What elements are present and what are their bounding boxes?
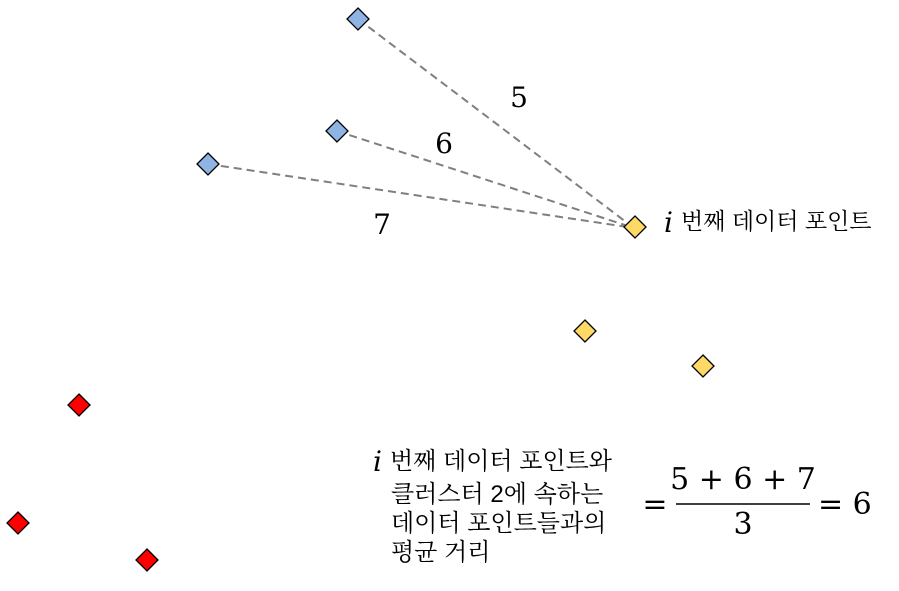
description-line-4: 평균 거리 (391, 539, 491, 566)
target-point (624, 216, 646, 238)
formula-equals-1: = (642, 487, 668, 522)
formula-denominator: 3 (733, 507, 753, 542)
target-label-text: 번째 데이터 포인트 (681, 208, 872, 234)
distance-line-5 (358, 19, 634, 228)
description-line-1: 번째 데이터 포인트와 (390, 448, 612, 475)
blue-point (347, 8, 369, 30)
distance-label-6: 6 (435, 127, 453, 160)
blue-point (197, 153, 219, 175)
blue-point (326, 120, 348, 142)
yellow-point (692, 355, 714, 377)
yellow-point (574, 320, 596, 342)
formula-result: = 6 (818, 487, 872, 522)
description-line-2: 클러스터 2에 속하는 (391, 481, 604, 508)
red-point (68, 394, 90, 416)
formula-numerator: 5 + 6 + 7 (670, 462, 816, 497)
distance-label-7: 7 (373, 208, 391, 241)
red-point (7, 512, 29, 534)
distance-line-7 (208, 164, 634, 228)
distance-label-5: 5 (510, 81, 528, 114)
description-var: i (373, 445, 382, 478)
target-var: i (664, 206, 673, 239)
description-line-3: 데이터 포인트들과의 (391, 510, 607, 537)
red-point (136, 549, 158, 571)
